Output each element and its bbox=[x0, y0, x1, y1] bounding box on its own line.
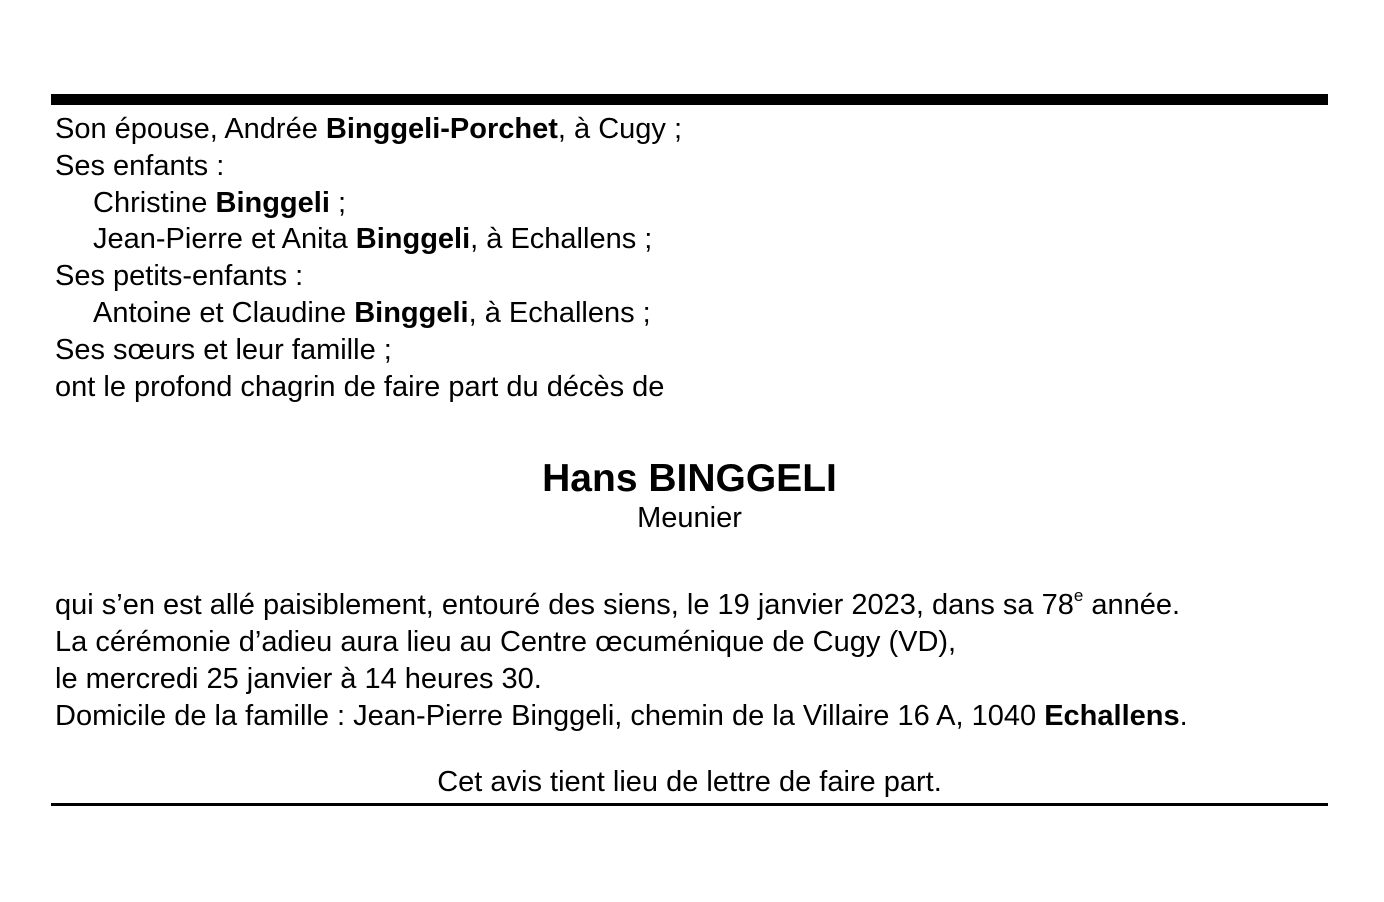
obituary-notice bbox=[51, 94, 1328, 806]
child-surname: Binggeli bbox=[215, 186, 330, 219]
announcement-line: ont le profond chagrin de faire part du décès de bbox=[55, 370, 665, 403]
family-list bbox=[51, 111, 1328, 405]
deceased-name: Hans BINGGELI bbox=[542, 457, 837, 501]
child-surname: Binggeli bbox=[355, 223, 471, 256]
grandchildren-heading: Ses petits-enfants : bbox=[55, 260, 304, 293]
grandchild-surname: Binggeli bbox=[354, 296, 469, 329]
domicile-town: Echallens bbox=[1044, 699, 1180, 732]
siblings-line: Ses sœurs et leur famille ; bbox=[55, 333, 392, 366]
ceremony-line: La cérémonie d’adieu aura lieu au Centre œcuménique de Cugy (VD), bbox=[55, 626, 957, 659]
deceased-occupation: Meunier bbox=[637, 502, 742, 535]
child-line: Jean-Pierre et Anita Binggeli, à Echallens ; bbox=[93, 223, 653, 256]
domicile-line: Domicile de la famille : Jean-Pierre Binggeli, chemin de la Villaire 16 A, 1040 Echallens. bbox=[55, 699, 1188, 732]
passing-line: qui s’en est allé paisiblement, entouré des siens, le 19 janvier 2023, dans sa 78e année. bbox=[55, 585, 1181, 622]
children-heading: Ses enfants : bbox=[55, 149, 225, 182]
spouse-line: Son épouse, Andrée Binggeli-Porchet, à Cugy ; bbox=[55, 113, 683, 145]
bottom-rule bbox=[51, 803, 1328, 806]
child-line: Christine Binggeli ; bbox=[93, 186, 347, 219]
details-block bbox=[51, 587, 1328, 734]
ceremony-date-line: le mercredi 25 janvier à 14 heures 30. bbox=[55, 662, 542, 695]
grandchild-line: Antoine et Claudine Binggeli, à Echallens ; bbox=[93, 296, 651, 329]
spouse-name: Binggeli-Porchet bbox=[325, 113, 558, 145]
closing-note: Cet avis tient lieu de lettre de faire part. bbox=[437, 765, 942, 798]
top-rule bbox=[51, 94, 1328, 105]
